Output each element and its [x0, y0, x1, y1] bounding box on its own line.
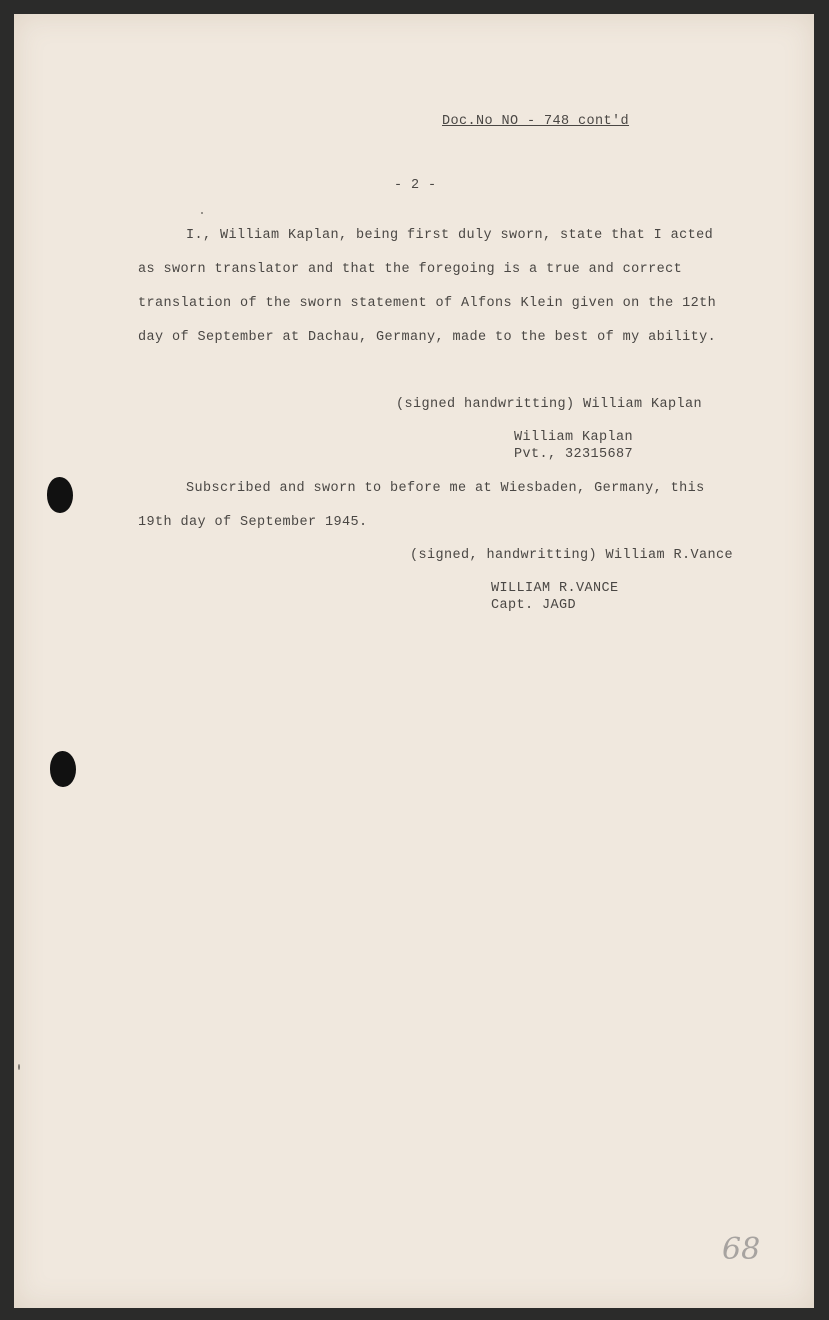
translator-signature-note: (signed handwritting) William Kaplan [396, 397, 703, 412]
paper-speck [18, 1064, 20, 1070]
affidavit-line-4: day of September at Dachau, Germany, made to the best of my ability. [138, 330, 717, 345]
paper-speck [201, 212, 203, 214]
handwritten-page-number: 68 [722, 1232, 761, 1267]
translator-rank: Pvt., 32315687 [514, 447, 634, 462]
binder-hole-bottom [50, 751, 76, 787]
affidavit-line-3: translation of the sworn statement of Alfons Klein given on the 12th [138, 296, 717, 311]
document-reference: Doc.No NO - 748 cont'd [442, 114, 630, 129]
page-marker: - 2 - [394, 178, 437, 193]
translator-name: William Kaplan [514, 430, 634, 445]
officer-title: Capt. JAGD [491, 598, 577, 613]
subscription-line-1: Subscribed and sworn to before me at Wiesbaden, Germany, this [186, 481, 705, 496]
subscription-line-2: 19th day of September 1945. [138, 515, 368, 530]
affidavit-line-2: as sworn translator and that the foregoing is a true and correct [138, 262, 683, 277]
affidavit-line-1: I., William Kaplan, being first duly sworn, state that I acted [186, 228, 714, 243]
binder-hole-top [47, 477, 73, 513]
document-page [14, 14, 814, 1308]
officer-name: WILLIAM R.VANCE [491, 581, 619, 596]
officer-signature-note: (signed, handwritting) William R.Vance [410, 548, 734, 563]
